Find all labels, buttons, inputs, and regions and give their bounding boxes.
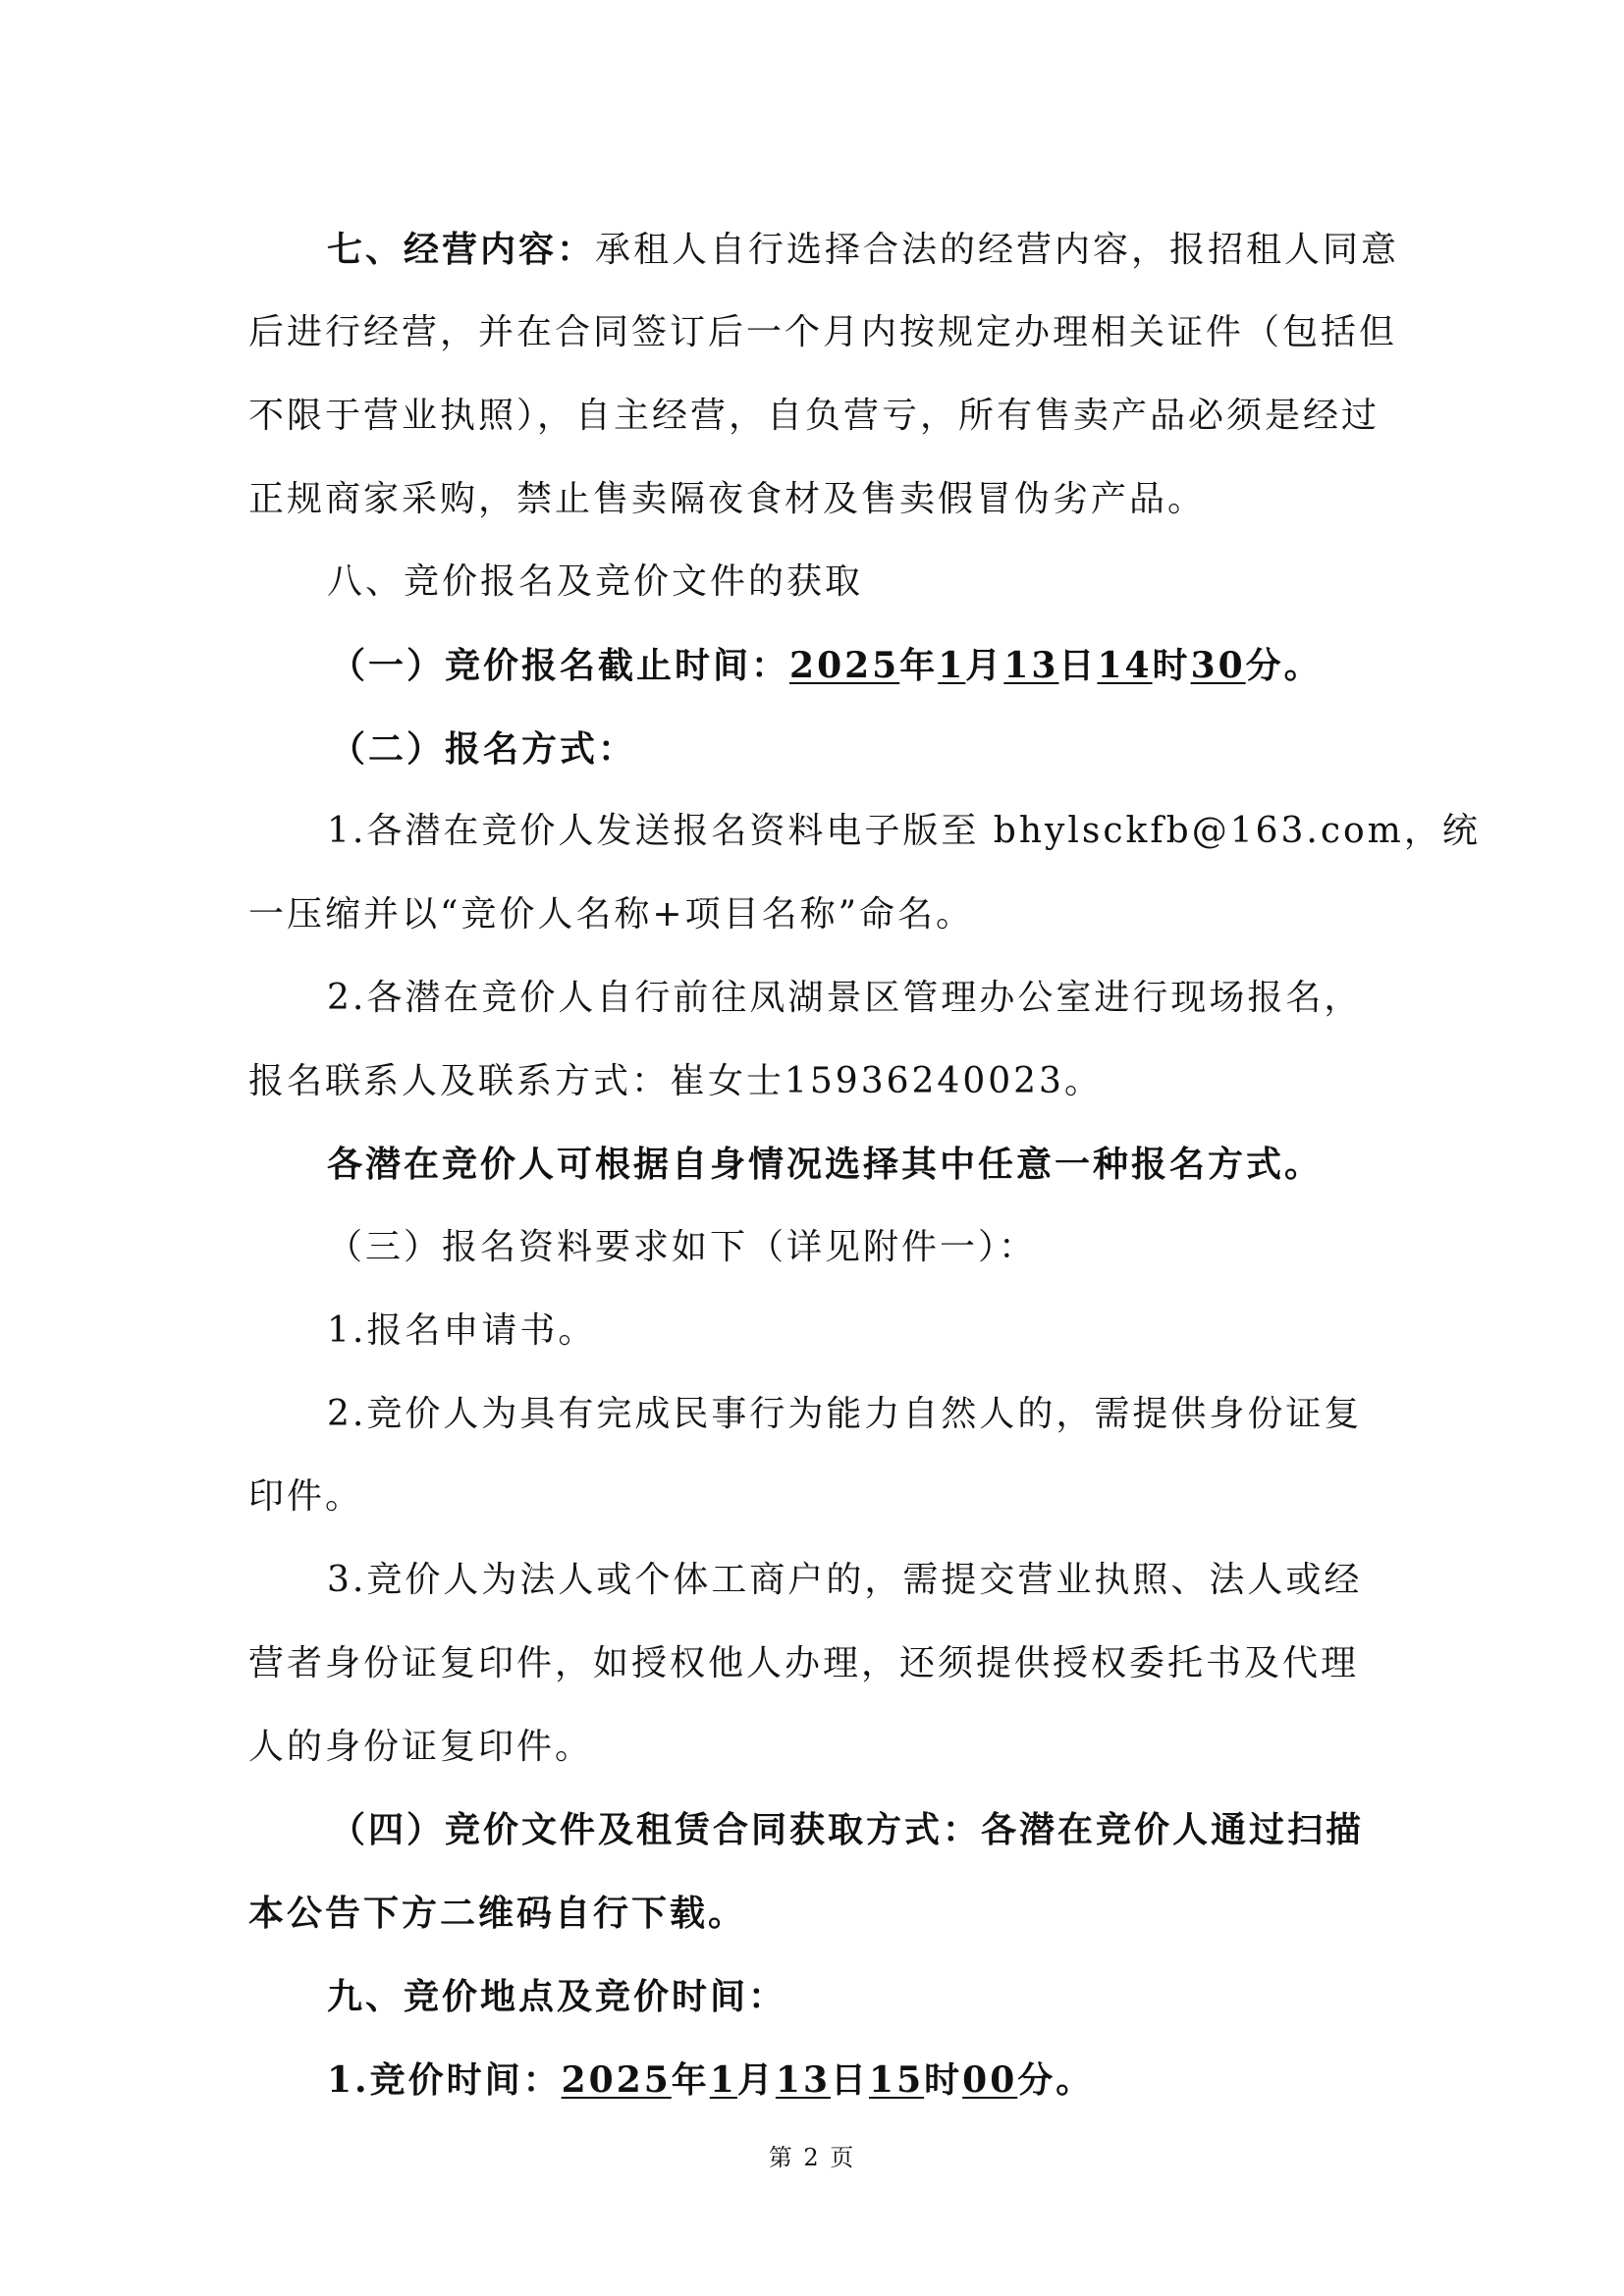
bidding-year: 2025 — [561, 2059, 672, 2101]
registration-method-1-line-2: 一压缩并以“竞价人名称+项目名称”命名。 — [248, 894, 974, 934]
registration-method-note: 各潜在竞价人可根据自身情况选择其中任意一种报名方式。 — [327, 1144, 1324, 1185]
bidding-month-unit: 月 — [736, 2059, 776, 2101]
deadline-month: 1 — [938, 645, 966, 686]
bidding-month: 1 — [709, 2059, 737, 2101]
section-9-heading: 九、竞价地点及竞价时间： — [327, 1976, 787, 2017]
page-number: 第 2 页 — [768, 2144, 856, 2171]
deadline-day: 13 — [1003, 645, 1059, 686]
bidding-hour: 15 — [869, 2059, 925, 2101]
section-7-line-1 — [327, 220, 1399, 279]
registration-deadline-label: （一）竞价报名截止时间： — [330, 645, 790, 686]
registration-method-2-line-2: 报名联系人及联系方式：崔女士15936240023。 — [248, 1061, 1103, 1101]
bidding-documents-line-2: 本公告下方二维码自行下载。 — [248, 1893, 747, 1934]
bidding-time — [327, 2051, 1094, 2109]
bidding-hour-unit: 时 — [924, 2059, 963, 2101]
registration-method-heading: （二）报名方式： — [330, 728, 637, 770]
bidding-documents-line-1: （四）竞价文件及租赁合同获取方式：各潜在竞价人通过扫描 — [330, 1809, 1365, 1850]
materials-item-2-line-2: 印件。 — [248, 1476, 364, 1517]
registration-deadline — [330, 636, 1323, 695]
registration-method-1-line-1: 1.各潜在竞价人发送报名资料电子版至 bhylsckfb@163.com，统 — [327, 811, 1481, 851]
section-7-line-4: 正规商家采购，禁止售卖隔夜食材及售卖假冒伪劣产品。 — [248, 479, 1207, 519]
registration-materials-heading: （三）报名资料要求如下（详见附件一）： — [327, 1227, 1038, 1267]
section-7-line-3: 不限于营业执照），自主经营，自负营亏，所有售卖产品必须是经过 — [248, 396, 1380, 436]
deadline-year: 2025 — [789, 645, 900, 686]
bidding-minute-unit: 分。 — [1017, 2059, 1095, 2101]
deadline-day-unit: 日 — [1058, 645, 1098, 686]
registration-method-2-line-1: 2.各潜在竞价人自行前往凤湖景区管理办公室进行现场报名， — [327, 978, 1363, 1018]
deadline-hour-unit: 时 — [1152, 645, 1191, 686]
deadline-hour: 14 — [1097, 645, 1153, 686]
section-7-text: 承租人自行选择合法的经营内容，报招租人同意 — [595, 230, 1400, 270]
section-8-heading: 八、竞价报名及竞价文件的获取 — [327, 561, 864, 602]
materials-item-3-line-3: 人的身份证复印件。 — [248, 1727, 594, 1767]
deadline-year-unit: 年 — [899, 645, 939, 686]
materials-item-2-line-1: 2.竞价人为具有完成民事行为能力自然人的，需提供身份证复 — [327, 1394, 1363, 1434]
deadline-minute-unit: 分。 — [1245, 645, 1323, 686]
bidding-year-unit: 年 — [671, 2059, 710, 2101]
bidding-time-label: 1.竞价时间： — [327, 2059, 562, 2101]
materials-item-1: 1.报名申请书。 — [327, 1310, 597, 1351]
materials-item-3-line-1: 3.竞价人为法人或个体工商户的，需提交营业执照、法人或经 — [327, 1560, 1363, 1600]
section-7-heading: 七、经营内容： — [327, 229, 596, 270]
deadline-minute: 30 — [1190, 645, 1246, 686]
deadline-month-unit: 月 — [965, 645, 1004, 686]
materials-item-3-line-2: 营者身份证复印件，如授权他人办理，还须提供授权委托书及代理 — [248, 1643, 1360, 1683]
section-7-line-2: 后进行经营，并在合同签订后一个月内按规定办理相关证件（包括但 — [248, 312, 1398, 352]
bidding-day-unit: 日 — [831, 2059, 870, 2101]
bidding-minute: 00 — [962, 2059, 1018, 2101]
bidding-day: 13 — [775, 2059, 831, 2101]
